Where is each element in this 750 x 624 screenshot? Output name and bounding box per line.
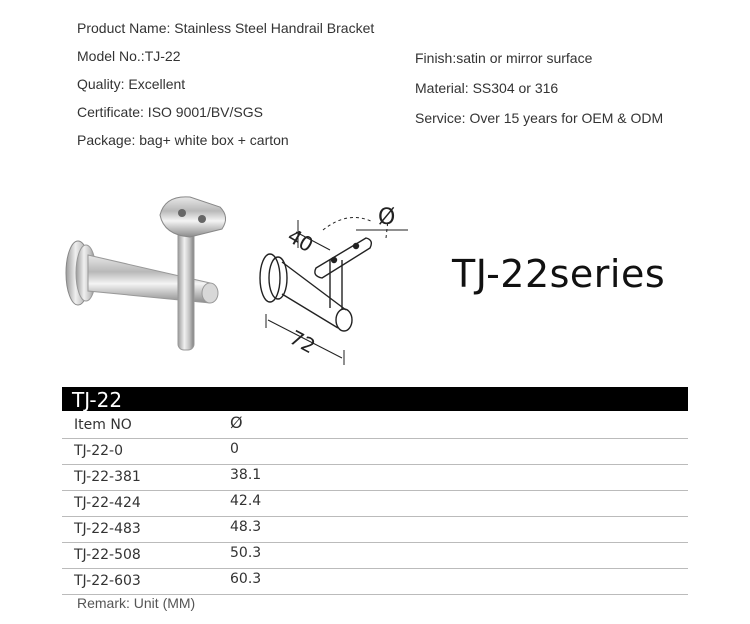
- table-row: [62, 438, 688, 465]
- cell-diameter: 42.4: [230, 493, 262, 509]
- remark-note: Remark: Unit (MM): [77, 595, 196, 611]
- cell-item-no: TJ-22-0: [74, 443, 124, 459]
- cell-diameter: 38.1: [230, 467, 262, 483]
- cell-diameter: 50.3: [230, 545, 262, 561]
- header-diameter: Ø: [230, 413, 243, 432]
- table-title: TJ-22: [72, 388, 123, 412]
- cell-item-no: TJ-22-381: [74, 469, 141, 485]
- spec-service: Service: Over 15 years for OEM & ODM: [415, 110, 664, 126]
- table-header-row: [62, 412, 688, 439]
- cell-item-no: TJ-22-508: [74, 547, 141, 563]
- spec-material: Material: SS304 or 316: [415, 80, 559, 96]
- cell-diameter: 0: [230, 441, 239, 457]
- cell-item-no: TJ-22-424: [74, 495, 141, 511]
- header-item-no: Item NO: [74, 417, 132, 433]
- dimension-diameter-label: Ø: [378, 205, 396, 230]
- cell-item-no: TJ-22-483: [74, 521, 141, 537]
- spec-package: Package: bag+ white box + carton: [77, 132, 289, 148]
- cell-diameter: 60.3: [230, 571, 262, 587]
- table-row: [62, 490, 688, 517]
- spec-certificate: Certificate: ISO 9001/BV/SGS: [77, 104, 263, 120]
- spec-product-name: Product Name: Stainless Steel Handrail Bracket: [77, 20, 375, 36]
- series-title: TJ-22series: [452, 252, 666, 296]
- cell-item-no: TJ-22-603: [74, 573, 141, 589]
- product-photo: [60, 185, 240, 360]
- technical-drawing: [238, 190, 428, 365]
- dimension-angle-label: 40: [283, 223, 318, 258]
- table-row: [62, 568, 688, 595]
- spec-quality: Quality: Excellent: [77, 76, 186, 92]
- dimension-length-label: 72: [285, 325, 320, 359]
- table-row: [62, 542, 688, 569]
- table-row: [62, 464, 688, 491]
- cell-diameter: 48.3: [230, 519, 262, 535]
- table-row: [62, 516, 688, 543]
- spec-model-no: Model No.:TJ-22: [77, 48, 181, 64]
- table-title-bar: [62, 387, 688, 411]
- spec-finish: Finish:satin or mirror surface: [415, 50, 593, 66]
